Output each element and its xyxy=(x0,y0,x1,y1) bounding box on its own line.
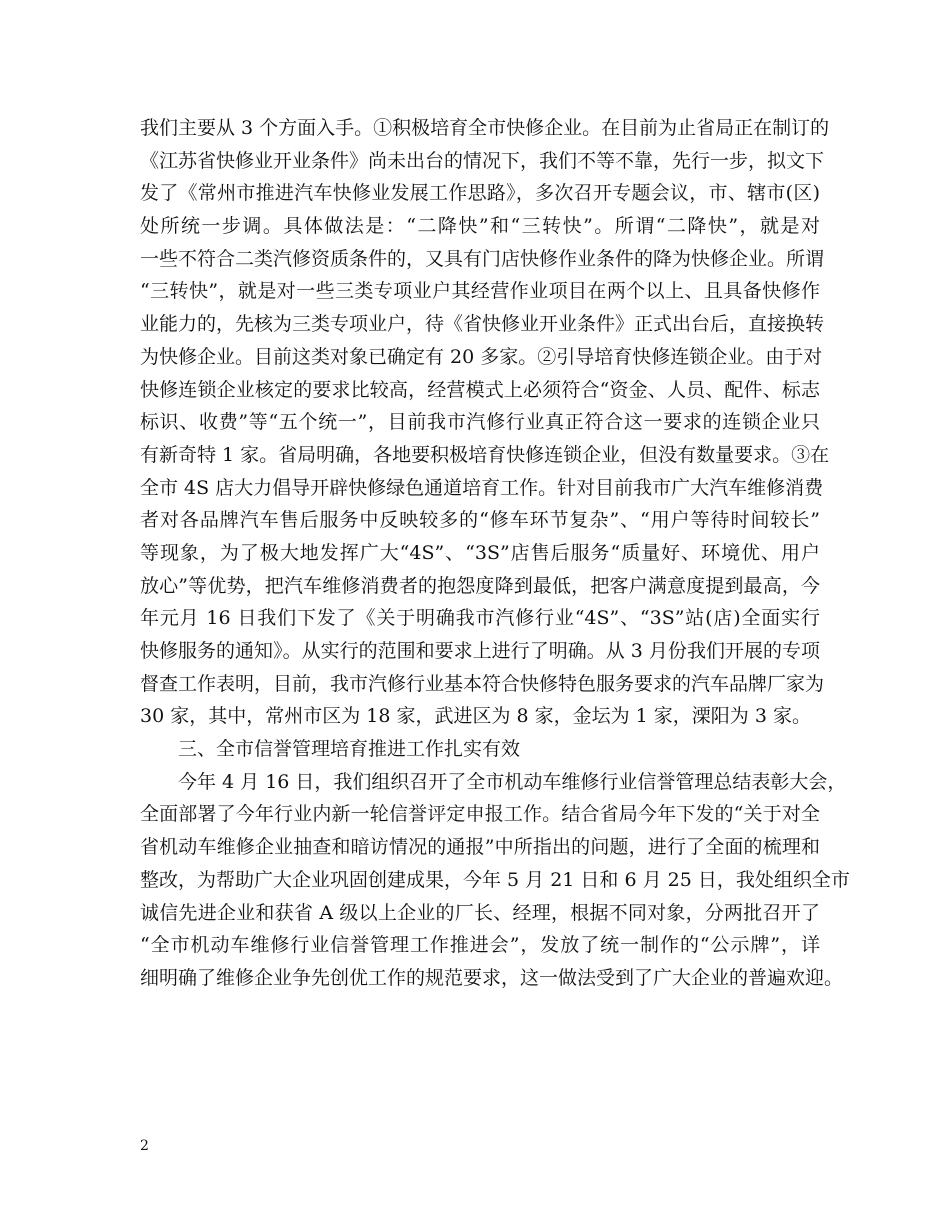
body-text xyxy=(140,112,850,995)
text-line-23: 省机动车维修企业抽查和暗访情况的通报”中所指出的问题，进行了全面的梳理和 xyxy=(140,836,820,859)
text-line-25: 诚信先进企业和获省 A 级以上企业的厂长、经理，根据不同对象，分两批召开了 xyxy=(140,901,820,924)
text-line-24: 整改，为帮助广大企业巩固创建成果，今年 5 月 21 日和 6 月 25 日，我处组织全市 xyxy=(140,868,850,891)
text-line-8: 为快修企业。目前这类对象已确定有 20 多家。②引导培育快修连锁企业。由于对 xyxy=(140,345,823,368)
text-line-4: 处所统一步调。具体做法是：“二降快”和“三转快”。所谓“二降快”，就是对 xyxy=(140,215,820,238)
page-number: 2 xyxy=(140,1138,149,1154)
text-line-19: 30 家，其中，常州市区为 18 家，武进区为 8 家，金坛为 1 家，溧阳为 3 家。 xyxy=(140,705,811,728)
text-line-12: 全市 4S 店大力倡导开辟快修绿色通道培育工作。针对目前我市广大汽车维修消费 xyxy=(140,476,824,499)
text-line-21: 今年 4 月 16 日，我们组织召开了全市机动车维修行业信誉管理总结表彰大会， xyxy=(178,770,847,793)
section-heading: 三、全市信誉管理培育推进工作扎实有效 xyxy=(178,738,521,761)
text-line-9: 快修连锁企业核定的要求比较高，经营模式上必须符合“资金、人员、配件、标志 xyxy=(140,378,820,401)
text-line-3: 发了《常州市推进汽车快修业发展工作思路》，多次召开专题会议，市、辖市(区) xyxy=(140,182,820,205)
text-line-2: 《江苏省快修业开业条件》尚未出台的情况下，我们不等不靠，先行一步，拟文下 xyxy=(140,149,825,172)
text-line-1: 我们主要从 3 个方面入手。①积极培育全市快修企业。在目前为止省局正在制订的 xyxy=(140,117,830,139)
text-line-7: 业能力的，先核为三类专项业户，待《省快修业开业条件》正式出台后，直接换转 xyxy=(140,313,825,336)
text-line-14: 等现象，为了极大地发挥广大“4S”、“3S”店售后服务“质量好、环境优、用户 xyxy=(140,541,820,564)
text-line-26: “全市机动车维修行业信誉管理工作推进会”，发放了统一制作的“公示牌”，详 xyxy=(140,934,820,957)
text-line-16: 年元月 16 日我们下发了《关于明确我市汽修行业“4S”、“3S”站(店)全面实行 xyxy=(140,607,820,630)
text-line-18: 督查工作表明，目前，我市汽修行业基本符合快修特色服务要求的汽车品牌厂家为 xyxy=(140,672,825,695)
text-line-6: “三转快”，就是对一些三类专项业户其经营作业项目在两个以上、且具备快修作 xyxy=(140,280,820,303)
text-line-15: 放心”等优势，把汽车维修消费者的抱怨度降到最低，把客户满意度提到最高，今 xyxy=(140,574,820,597)
text-line-5: 一些不符合二类汽修资质条件的，又具有门店快修作业条件的降为快修企业。所谓 xyxy=(140,247,825,270)
text-line-17: 快修服务的通知》。从实行的范围和要求上进行了明确。从 3 月份我们开展的专项 xyxy=(140,640,820,662)
text-line-10: 标识、收费”等“五个统一”，目前我市汽修行业真正符合这一要求的连锁企业只 xyxy=(140,411,820,434)
text-line-22: 全面部署了今年行业内新一轮信誉评定申报工作。结合省局今年下发的“关于对全 xyxy=(140,803,820,826)
text-line-27: 细明确了维修企业争先创优工作的规范要求，这一做法受到了广大企业的普遍欢迎。 xyxy=(140,966,844,989)
text-line-11: 有新奇特 1 家。省局明确，各地要积极培育快修连锁企业，但没有数量要求。③在 xyxy=(140,443,830,466)
text-line-13: 者对各品牌汽车售后服务中反映较多的“修车环节复杂”、“用户等待时间较长” xyxy=(140,509,820,532)
